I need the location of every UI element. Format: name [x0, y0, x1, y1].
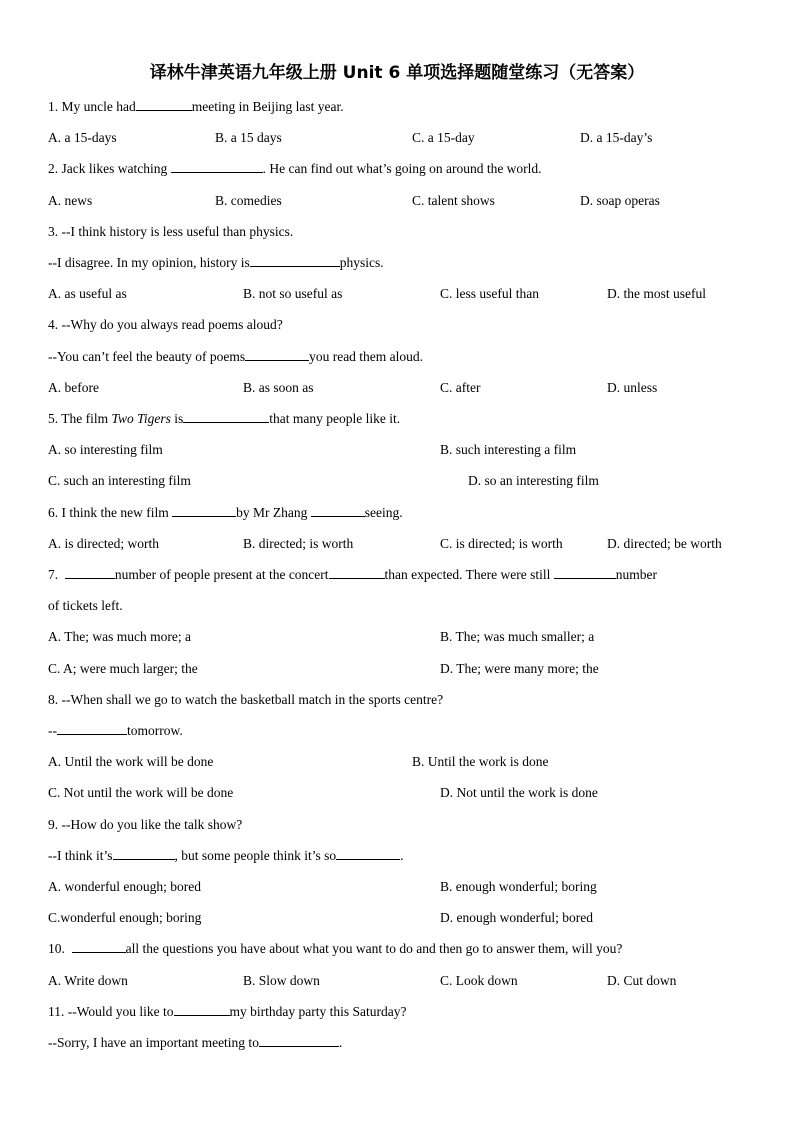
- question-7-cont: of tickets left.: [48, 598, 123, 613]
- q5-option-a: A. so interesting film: [48, 442, 163, 457]
- question-11-reply: [48, 1034, 342, 1051]
- q4-option-b: B. as soon as: [243, 380, 314, 395]
- q8-reply-end: tomorrow.: [127, 723, 183, 738]
- q9-option-d: D. enough wonderful; bored: [440, 910, 593, 925]
- q7-option-a: A. The; was much more; a: [48, 629, 191, 644]
- answer-blank[interactable]: [72, 940, 126, 953]
- answer-blank[interactable]: [183, 410, 269, 423]
- q9-reply-mid: , but some people think it’s so: [174, 848, 337, 863]
- q1-stem-end: meeting in Beijing last year.: [191, 99, 344, 114]
- q8-option-c: C. Not until the work will be done: [48, 785, 234, 800]
- q4-reply-start: --You can’t feel the beauty of poems: [48, 349, 246, 364]
- q11-stem-start: 11. --Would you like to: [48, 1004, 174, 1019]
- q7-stem-start: 7.: [48, 567, 59, 582]
- q6-option-d: D. directed; be worth: [607, 536, 722, 551]
- question-1: [48, 98, 344, 115]
- film-title: Two Tigers: [111, 411, 171, 426]
- q5-option-c: C. such an interesting film: [48, 473, 191, 488]
- q11-reply-start: --Sorry, I have an important meeting to: [48, 1035, 259, 1050]
- question-7: [48, 566, 657, 583]
- q5-option-b: B. such interesting a film: [440, 442, 577, 457]
- answer-blank[interactable]: [554, 566, 616, 579]
- q7-stem-end: number: [615, 567, 657, 582]
- q1-stem-start: 1. My uncle had: [48, 99, 136, 114]
- q4-option-d: D. unless: [607, 380, 658, 395]
- question-6: [48, 504, 403, 521]
- answer-blank[interactable]: [65, 566, 115, 579]
- question-2: [48, 160, 542, 177]
- q5-option-d: D. so an interesting film: [468, 473, 599, 488]
- q5-stem-start: 5. The film: [48, 411, 112, 426]
- question-5: [48, 410, 400, 427]
- q4-option-c: C. after: [440, 380, 481, 395]
- q8-option-a: A. Until the work will be done: [48, 754, 214, 769]
- q2-option-b: B. comedies: [215, 193, 282, 208]
- q10-stem-start: 10.: [48, 941, 65, 956]
- q9-option-c: C.wonderful enough; boring: [48, 910, 202, 925]
- q2-option-d: D. soap operas: [580, 193, 660, 208]
- question-3-stem: 3. --I think history is less useful than physics.: [48, 224, 294, 239]
- q10-option-b: B. Slow down: [243, 973, 320, 988]
- question-8-reply: [48, 722, 183, 739]
- answer-blank[interactable]: [245, 348, 309, 361]
- q8-reply-start: --: [48, 723, 57, 738]
- q8-option-b: B. Until the work is done: [412, 754, 549, 769]
- q10-option-d: D. Cut down: [607, 973, 677, 988]
- question-9-stem: 9. --How do you like the talk show?: [48, 817, 243, 832]
- q8-option-d: D. Not until the work is done: [440, 785, 598, 800]
- answer-blank[interactable]: [336, 847, 400, 860]
- page-title: 译林牛津英语九年级上册 Unit 6 单项选择题随堂练习（无答案）: [149, 63, 645, 83]
- q11-reply-end: .: [338, 1035, 343, 1050]
- q10-option-a: A. Write down: [48, 973, 128, 988]
- q6-stem-mid: by Mr Zhang: [236, 505, 308, 520]
- q7-stem-mid2: than expected. There were still: [384, 567, 551, 582]
- question-4-reply: [48, 348, 423, 365]
- answer-blank[interactable]: [329, 566, 385, 579]
- q3-option-b: B. not so useful as: [243, 286, 343, 301]
- q6-option-b: B. directed; is worth: [243, 536, 354, 551]
- q9-option-b: B. enough wonderful; boring: [440, 879, 597, 894]
- q4-option-a: A. before: [48, 380, 99, 395]
- q6-stem-start: 6. I think the new film: [48, 505, 169, 520]
- answer-blank[interactable]: [250, 254, 340, 267]
- q6-option-c: C. is directed; is worth: [440, 536, 563, 551]
- q7-option-d: D. The; were many more; the: [440, 661, 599, 676]
- q6-option-a: A. is directed; worth: [48, 536, 159, 551]
- q2-stem-end: . He can find out what’s going on around the world.: [262, 161, 542, 176]
- q7-option-c: C. A; were much larger; the: [48, 661, 198, 676]
- question-3-reply: [48, 254, 384, 271]
- q7-stem-mid1: number of people present at the concert: [114, 567, 329, 582]
- q9-reply-start: --I think it’s: [48, 848, 113, 863]
- q3-reply-end: physics.: [339, 255, 384, 270]
- question-9-reply: [48, 847, 404, 864]
- answer-blank[interactable]: [171, 160, 263, 173]
- q9-option-a: A. wonderful enough; bored: [48, 879, 201, 894]
- answer-blank[interactable]: [172, 504, 236, 517]
- answer-blank[interactable]: [136, 98, 192, 111]
- q3-option-a: A. as useful as: [48, 286, 127, 301]
- q9-reply-end: .: [400, 848, 404, 863]
- q2-option-c: C. talent shows: [412, 193, 495, 208]
- question-11: [48, 1003, 407, 1020]
- q5-stem-end: that many people like it.: [269, 411, 401, 426]
- question-10: [48, 940, 622, 957]
- q5-stem-mid: is: [170, 411, 184, 426]
- q4-reply-end: you read them aloud.: [309, 349, 424, 364]
- q6-stem-end: seeing.: [364, 505, 403, 520]
- q3-option-d: D. the most useful: [607, 286, 706, 301]
- q1-option-c: C. a 15-day: [412, 130, 475, 145]
- q1-option-d: D. a 15-day’s: [580, 130, 653, 145]
- q1-option-a: A. a 15-days: [48, 130, 117, 145]
- q3-reply-start: --I disagree. In my opinion, history is: [48, 255, 250, 270]
- q2-stem-start: 2. Jack likes watching: [48, 161, 168, 176]
- q3-option-c: C. less useful than: [440, 286, 539, 301]
- q7-option-b: B. The; was much smaller; a: [440, 629, 595, 644]
- answer-blank[interactable]: [259, 1034, 339, 1047]
- q2-option-a: A. news: [48, 193, 93, 208]
- question-4-stem: 4. --Why do you always read poems aloud?: [48, 317, 283, 332]
- question-8-stem: 8. --When shall we go to watch the basketball match in the sports centre?: [48, 692, 444, 707]
- q11-stem-end: my birthday party this Saturday?: [229, 1004, 407, 1019]
- q10-stem-end: all the questions you have about what you want to do and then go to answer them, will you?: [125, 941, 623, 956]
- q10-option-c: C. Look down: [440, 973, 518, 988]
- answer-blank[interactable]: [174, 1003, 230, 1016]
- answer-blank[interactable]: [311, 504, 365, 517]
- answer-blank[interactable]: [113, 847, 175, 860]
- q1-option-b: B. a 15 days: [215, 130, 282, 145]
- answer-blank[interactable]: [57, 722, 127, 735]
